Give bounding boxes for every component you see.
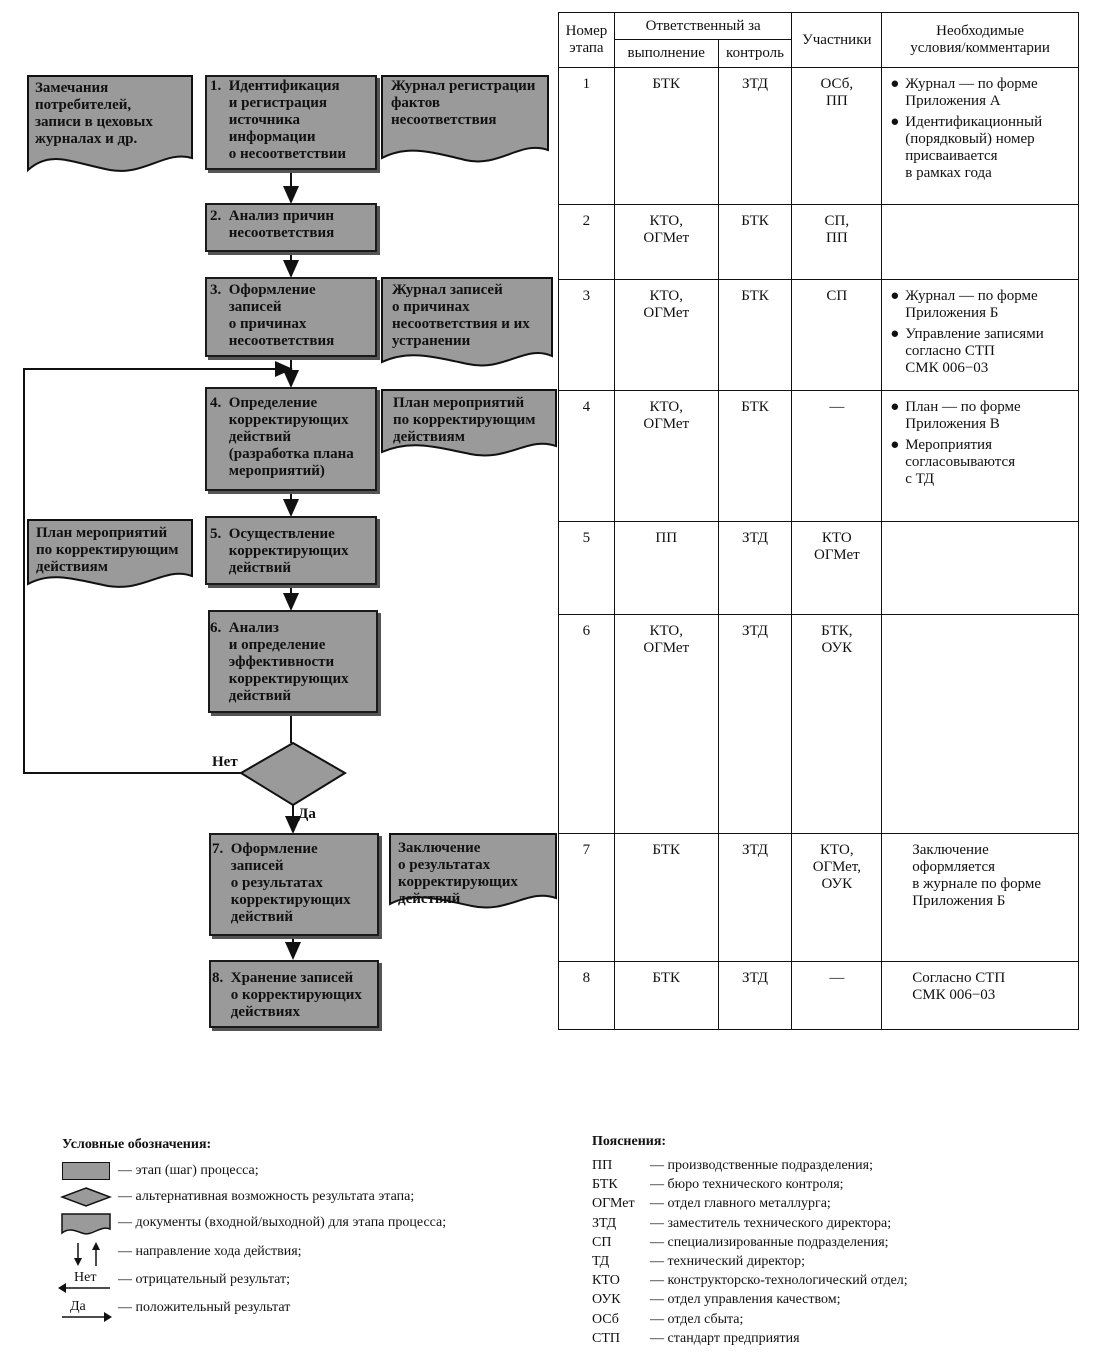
cell-participants: — <box>792 391 882 522</box>
cell-conditions <box>882 391 1079 522</box>
abbrev-key: ПП <box>592 1158 613 1173</box>
cell-conditions <box>882 205 1079 280</box>
table-row <box>559 834 1079 962</box>
condition-text: Мероприятия согласовываются с ТД <box>905 437 1016 487</box>
abbrev-key: БТК <box>592 1177 618 1193</box>
table-row <box>559 522 1079 615</box>
cell-execution: ПП <box>614 522 718 615</box>
table-row <box>559 280 1079 391</box>
header-stage: Номер этапа <box>559 13 615 68</box>
table-row <box>559 391 1079 522</box>
cell-stage-number: 3 <box>559 280 615 391</box>
cell-conditions <box>882 834 1079 962</box>
cell-stage-number: 8 <box>559 962 615 1030</box>
cell-control: ЗТД <box>718 522 792 615</box>
cell-stage-number: 5 <box>559 522 615 615</box>
bullet-icon: ● <box>890 326 900 342</box>
doc-5-text: План мероприятий по корректирующим действиям <box>36 525 179 575</box>
cell-stage-number: 2 <box>559 205 615 280</box>
condition-plain-text: Заключение оформляется в журнале по форме Приложения Б <box>912 842 1042 909</box>
legend-positive: — положительный результат <box>118 1300 291 1315</box>
header-execution: выполнение <box>614 40 718 68</box>
bullet-icon: ● <box>890 114 900 130</box>
legend-step-swatch <box>62 1162 110 1180</box>
abbrev-key: СП <box>592 1234 612 1250</box>
cell-participants: БТК, ОУК <box>792 615 882 834</box>
abbrev-value: — производственные подразделения; <box>650 1158 873 1173</box>
abbrev-value: — технический директор; <box>650 1254 806 1269</box>
cell-stage-number: 7 <box>559 834 615 962</box>
doc-4-text: План мероприятий по корректирующим действиям <box>393 395 536 445</box>
abbrev-value: — заместитель технического директора; <box>650 1215 892 1231</box>
cell-execution: КТО, ОГМет <box>614 615 718 834</box>
header-responsible: Ответственный за <box>614 13 792 40</box>
condition-bullet <box>890 76 1072 110</box>
step-3-text: 3. Оформление записей о причинах несоответствия <box>210 282 335 349</box>
table-row <box>559 615 1079 834</box>
bullet-icon: ● <box>890 437 900 453</box>
step-5-text: 5. Осуществление корректирующих действий <box>210 526 349 576</box>
legend-negative: — отрицательный результат; <box>118 1272 291 1287</box>
cell-control: БТК <box>718 205 792 280</box>
abbrev-key: ОГМет <box>592 1196 635 1212</box>
doc-3-text: Журнал записей о причинах несоответствия и их устранении <box>392 282 530 349</box>
abbrev-value: — специализированные подразделения; <box>650 1234 889 1250</box>
cell-execution: БТК <box>614 962 718 1030</box>
no-label: Нет <box>212 754 238 770</box>
abbrev-key: ОУК <box>592 1292 621 1308</box>
abbrev-title: Пояснения: <box>592 1134 667 1149</box>
legend-no-label: Нет <box>74 1270 97 1285</box>
cell-conditions <box>882 280 1079 391</box>
bullet-icon: ● <box>890 399 900 415</box>
legend-direction-arrows-icon <box>70 1241 110 1267</box>
step-1-text: 1. Идентификация и регистрация источника информации о несоответствии <box>210 78 347 162</box>
cell-control: ЗТД <box>718 615 792 834</box>
abbrev-value: — отдел сбыта; <box>650 1311 744 1327</box>
cell-execution: БТК <box>614 68 718 205</box>
cell-control: ЗТД <box>718 68 792 205</box>
bullet-icon: ● <box>890 288 900 304</box>
responsibility-table <box>558 12 1079 1030</box>
cell-participants: КТО ОГМет <box>792 522 882 615</box>
step-8-text: 8. Хранение записей о корректирующих действиях <box>212 970 362 1020</box>
cell-conditions <box>882 68 1079 205</box>
doc-7-text: Заключение о результатах корректирующих действий <box>398 840 518 907</box>
abbrev-value: — отдел главного металлурга; <box>650 1196 831 1212</box>
legend-alternative: — альтернативная возможность результата этапа; <box>118 1189 415 1204</box>
doc-1-text: Журнал регистрации фактов несоответствия <box>391 78 536 128</box>
abbrev-value: — конструкторско-технологический отдел; <box>650 1273 908 1289</box>
cell-stage-number: 6 <box>559 615 615 834</box>
legend-documents: — документы (входной/выходной) для этапа процесса; <box>118 1215 447 1230</box>
header-participants: Участники <box>792 13 882 68</box>
legend-yes-label: Да <box>70 1299 86 1314</box>
cell-participants: СП, ПП <box>792 205 882 280</box>
header-conditions: Необходимые условия/комментарии <box>882 13 1079 68</box>
cell-conditions <box>882 522 1079 615</box>
table-row <box>559 68 1079 205</box>
cell-stage-number: 1 <box>559 68 615 205</box>
step-6-text: 6. Анализ и определение эффективности корректирующих действий <box>210 620 349 704</box>
cell-participants: — <box>792 962 882 1030</box>
input-doc-text: Замечания потребителей, записи в цеховых журналах и др. <box>35 80 153 147</box>
abbrev-key: ЗТД <box>592 1215 617 1231</box>
legend-title: Условные обозначения: <box>62 1137 212 1152</box>
abbrev-value: — бюро технического контроля; <box>650 1177 844 1193</box>
abbrev-key: ОСб <box>592 1311 619 1327</box>
cell-stage-number: 4 <box>559 391 615 522</box>
cell-control: ЗТД <box>718 962 792 1030</box>
cell-participants: КТО, ОГМет, ОУК <box>792 834 882 962</box>
cell-execution: БТК <box>614 834 718 962</box>
step-7-text: 7. Оформление записей о результатах корректирующих действий <box>212 841 351 925</box>
condition-bullet <box>890 114 1072 182</box>
condition-bullet <box>890 399 1072 433</box>
yes-label: Да <box>298 806 316 822</box>
cell-execution: КТО, ОГМет <box>614 280 718 391</box>
cell-control: ЗТД <box>718 834 792 962</box>
abbrev-key: СТП <box>592 1330 620 1346</box>
condition-text: Журнал — по форме Приложения А <box>905 76 1038 109</box>
abbrev-key: ТД <box>592 1254 610 1269</box>
legend-direction: — направление хода действия; <box>118 1244 302 1259</box>
condition-bullet <box>890 288 1072 322</box>
cell-participants: СП <box>792 280 882 391</box>
table-row <box>559 962 1079 1030</box>
cell-conditions <box>882 962 1079 1030</box>
condition-text: Журнал — по форме Приложения Б <box>905 288 1038 321</box>
cell-participants: ОСб, ПП <box>792 68 882 205</box>
cell-conditions <box>882 615 1079 834</box>
cell-execution: КТО, ОГМет <box>614 205 718 280</box>
legend-yes-arrow-icon <box>60 1297 116 1323</box>
condition-text: Идентификационный (порядковый) номер присваивается в рамках года <box>905 114 1043 181</box>
cell-control: БТК <box>718 391 792 522</box>
condition-plain-text: Согласно СТП СМК 006−03 <box>912 970 1006 1003</box>
legend-step: — этап (шаг) процесса; <box>118 1163 259 1178</box>
abbrev-value: — отдел управления качеством; <box>650 1292 841 1308</box>
cell-control: БТК <box>718 280 792 391</box>
abbrev-value: — стандарт предприятия <box>650 1330 800 1346</box>
step-2-text: 2. Анализ причин несоответствия <box>210 208 335 241</box>
condition-bullet <box>890 437 1072 488</box>
cell-execution: КТО, ОГМет <box>614 391 718 522</box>
bullet-icon: ● <box>890 76 900 92</box>
legend-document-icon <box>60 1213 112 1237</box>
abbrev-key: КТО <box>592 1273 620 1289</box>
step-4-text: 4. Определение корректирующих действий (разработка плана мероприятий) <box>210 395 354 479</box>
table-body <box>559 68 1079 1030</box>
header-control: контроль <box>718 40 792 68</box>
condition-text: Управление записями согласно СТП СМК 006−03 <box>905 326 1044 376</box>
table-row <box>559 205 1079 280</box>
legend-diamond-icon <box>60 1187 112 1207</box>
condition-text: План — по форме Приложения В <box>905 399 1021 432</box>
condition-bullet <box>890 326 1072 377</box>
